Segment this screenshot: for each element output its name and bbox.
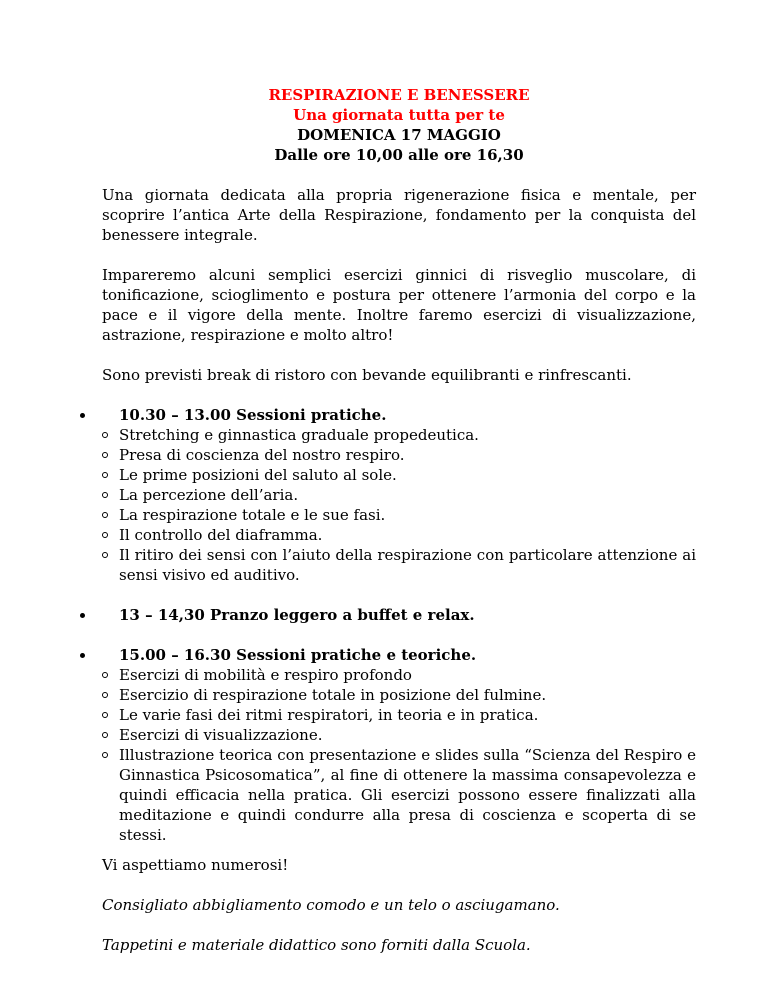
circle-bullet-icon [102,512,108,518]
circle-bullet-icon [102,672,108,678]
circle-bullet-icon [102,752,108,758]
list-item [119,545,696,585]
session-heading: 13 – 14,30 Pranzo leggero a buffet e relax. [119,606,475,624]
circle-bullet-icon [102,432,108,438]
schedule-session [102,645,696,845]
schedule-session [102,405,696,585]
list-item-text: Presa di coscienza del nostro respiro. [119,446,405,464]
note-line: Tappetini e materiale didattico sono forniti dalla Scuola. [102,936,531,954]
list-item [119,665,696,685]
list-item-text: La percezione dell’aria. [119,486,299,504]
list-item-text: Esercizio di respirazione totale in posizione del fulmine. [119,686,547,704]
list-item-text: Esercizi di mobilità e respiro profondo [119,666,412,684]
list-item [119,525,696,545]
session-heading: 10.30 – 13.00 Sessioni pratiche. [119,406,387,424]
list-item [119,425,696,445]
bullet-icon [80,413,85,418]
session-items [119,425,696,585]
list-item [119,685,696,705]
document-page [102,85,696,975]
circle-bullet-icon [102,692,108,698]
list-item-text: Le varie fasi dei ritmi respiratori, in teoria e in pratica. [119,706,539,724]
list-item [119,745,696,845]
list-item-text: Le prime posizioni del saluto al sole. [119,466,397,484]
circle-bullet-icon [102,532,108,538]
event-title: RESPIRAZIONE E BENESSERE [268,86,530,104]
circle-bullet-icon [102,492,108,498]
list-item [119,465,696,485]
session-items [119,665,696,845]
session-heading: 15.00 – 16.30 Sessioni pratiche e teoriche. [119,646,477,664]
event-date: DOMENICA 17 MAGGIO [297,126,501,144]
list-item-text: La respirazione totale e le sue fasi. [119,506,386,524]
circle-bullet-icon [102,712,108,718]
list-item [119,705,696,725]
circle-bullet-icon [102,472,108,478]
event-subtitle: Una giornata tutta per te [293,106,505,124]
circle-bullet-icon [102,552,108,558]
schedule-list [102,405,696,845]
bullet-icon [80,613,85,618]
list-item-text: Il ritiro dei sensi con l’aiuto della respirazione con particolare attenzione ai sensi visivo ed auditivo. [119,546,696,584]
list-item-text: Illustrazione teorica con presentazione e slides sulla “Scienza del Respiro e Ginnastica Psicosomatica”, al fine di ottenere la massima consapevolezza e quindi efficacia nella pratica. Gli esercizi possono essere finalizzati alla meditazione e quindi condurre alla presa di coscienza e scoperta di se stessi. [119,746,696,844]
event-time: Dalle ore 10,00 alle ore 16,30 [274,146,524,164]
intro-paragraph: Una giornata dedicata alla propria rigenerazione fisica e mentale, per scoprire l’antica Arte della Respirazione, fondamento per la conquista del benessere integrale. [102,186,696,244]
circle-bullet-icon [102,452,108,458]
note-line: Consigliato abbigliamento comodo e un telo o asciugamano. [102,896,560,914]
title-block [102,85,696,165]
bullet-icon [80,653,85,658]
intro-paragraph: Impareremo alcuni semplici esercizi ginnici di risveglio muscolare, di tonificazione, scioglimento e postura per ottenere l’armonia del corpo e la pace e il vigore della mente. Inoltre faremo esercizi di visualizzazione, astrazione, respirazione e molto altro! [102,266,696,344]
list-item [119,445,696,465]
circle-bullet-icon [102,732,108,738]
list-item-text: Esercizi di visualizzazione. [119,726,323,744]
list-item [119,485,696,505]
list-item [119,505,696,525]
list-item-text: Stretching e ginnastica graduale propedeutica. [119,426,479,444]
schedule-session [102,605,696,625]
closing-line: Vi aspettiamo numerosi! [102,856,289,874]
intro-paragraph: Sono previsti break di ristoro con bevande equilibranti e rinfrescanti. [102,366,632,384]
list-item-text: Il controllo del diaframma. [119,526,323,544]
list-item [119,725,696,745]
